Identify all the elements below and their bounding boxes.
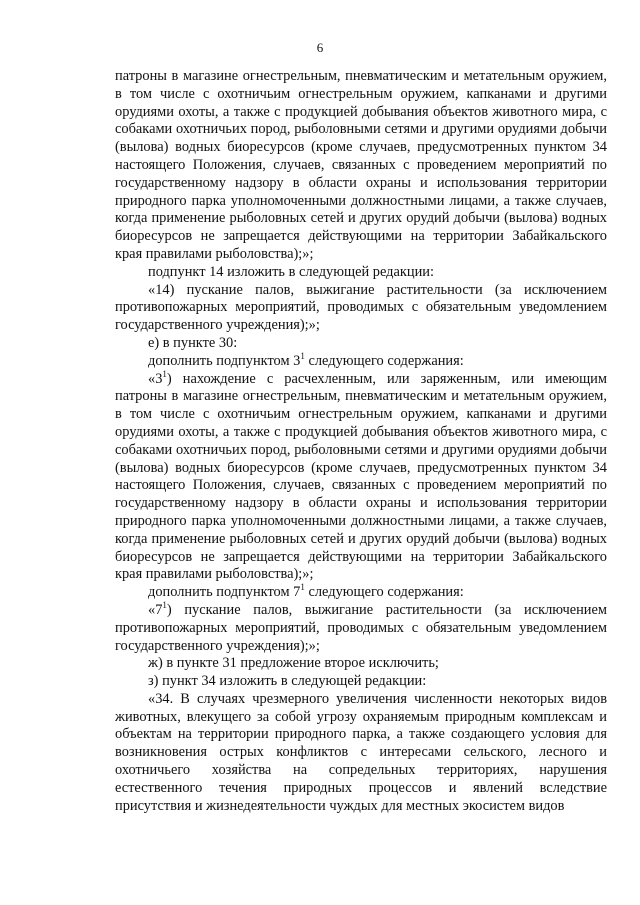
paragraph-item-e: е) в пункте 30:: [148, 334, 238, 351]
paragraph-subitem-14-intro: подпункт 14 изложить в следующей редакции:: [148, 263, 434, 280]
superscript: 1: [300, 582, 305, 593]
text-suffix: ) нахождение с расчехленным, или заряженным, или имеющим патроны в магазине огнестрельным, пневматическим и метательным оружием, в том числе с охотничьим огнестрельным оружием, капканами и другими орудиями охоты, а также с продукцией добывания объектов животного мира, с собаками охотничьих пород, рыболовными сетями и другими орудиями добычи (вылова) водных биоресурсов (кроме случаев, предусмотренных пунктом 34 настоящего Положения, случаев, связанных с проведением мероприятий по государственному надзору в области охраны и использования территории природного парка уполномоченными должностными лицами, а также случаев, когда применение рыболовных сетей и других орудий добычи (вылова) водных биоресурсов не запрещается действующими на территории Забайкальского края правилами рыболовства);»;: [115, 370, 607, 583]
document-body: [115, 68, 607, 815]
paragraph-subitem-14-text: «14) пускание палов, выжигание растительности (за исключением противопожарных мероприятий, проводимых с обязательным уведомлением государственного учреждения);»;: [115, 281, 607, 334]
text-prefix: дополнить подпунктом 3: [148, 352, 301, 369]
text-prefix: «3: [148, 370, 163, 387]
superscript: 1: [162, 600, 167, 611]
page-number: 6: [316, 40, 324, 55]
paragraph-add-subitem-7-1: [115, 584, 607, 602]
paragraph-item-34-text: «34. В случаях чрезмерного увеличения численности некоторых видов животных, влекущего за собой угрозу охраняемым природным комплексам и объектам на территории природного парка, а также создающего условия для возникновения острых конфликтов с интересами сельского, лесного и охотничьего хозяйства на сопредельных территориях, нарушения естественного течения природных процессов и явлений вследствие присутствия и жизнедеятельности чуждых для местных экосистем видов: [115, 690, 607, 814]
superscript: 1: [162, 368, 167, 379]
paragraph-subitem-3-1-text: [115, 368, 607, 585]
text-suffix: ) пускание палов, выжигание растительности (за исключением противопожарных мероприятий, проводимых с обязательным уведомлением государственного учреждения);»;: [115, 601, 607, 654]
text-suffix: следующего содержания:: [304, 352, 464, 369]
superscript: 1: [300, 350, 305, 361]
paragraph-add-subitem-3-1: [115, 350, 607, 371]
text-suffix: следующего содержания:: [304, 584, 464, 601]
paragraph-subitem-7-1-text: [115, 602, 607, 655]
text-prefix: «7: [148, 601, 163, 618]
paragraph-item-zh: ж) в пункте 31 предложение второе исключить;: [148, 655, 439, 672]
text-prefix: дополнить подпунктом 7: [148, 584, 301, 601]
paragraph-continuation: патроны в магазине огнестрельным, пневматическим и метательным оружием, в том числе с охотничьим огнестрельным оружием, капканами и другими орудиями охоты, а также с продукцией добывания объектов животного мира, с собаками охотничьих пород, рыболовными сетями и другими орудиями добычи (вылова) водных биоресурсов (кроме случаев, предусмотренных пунктом 34 настоящего Положения, случаев, связанных с проведением мероприятий по государственному надзору в области охраны и использования территории природного парка уполномоченными должностными лицами, а также случаев, когда применение рыболовных сетей и других орудий добычи (вылова) водных биоресурсов не запрещается действующими на территории Забайкальского края правилами рыболовства);»;: [115, 68, 607, 262]
paragraph-item-z: з) пункт 34 изложить в следующей редакции:: [148, 673, 427, 690]
